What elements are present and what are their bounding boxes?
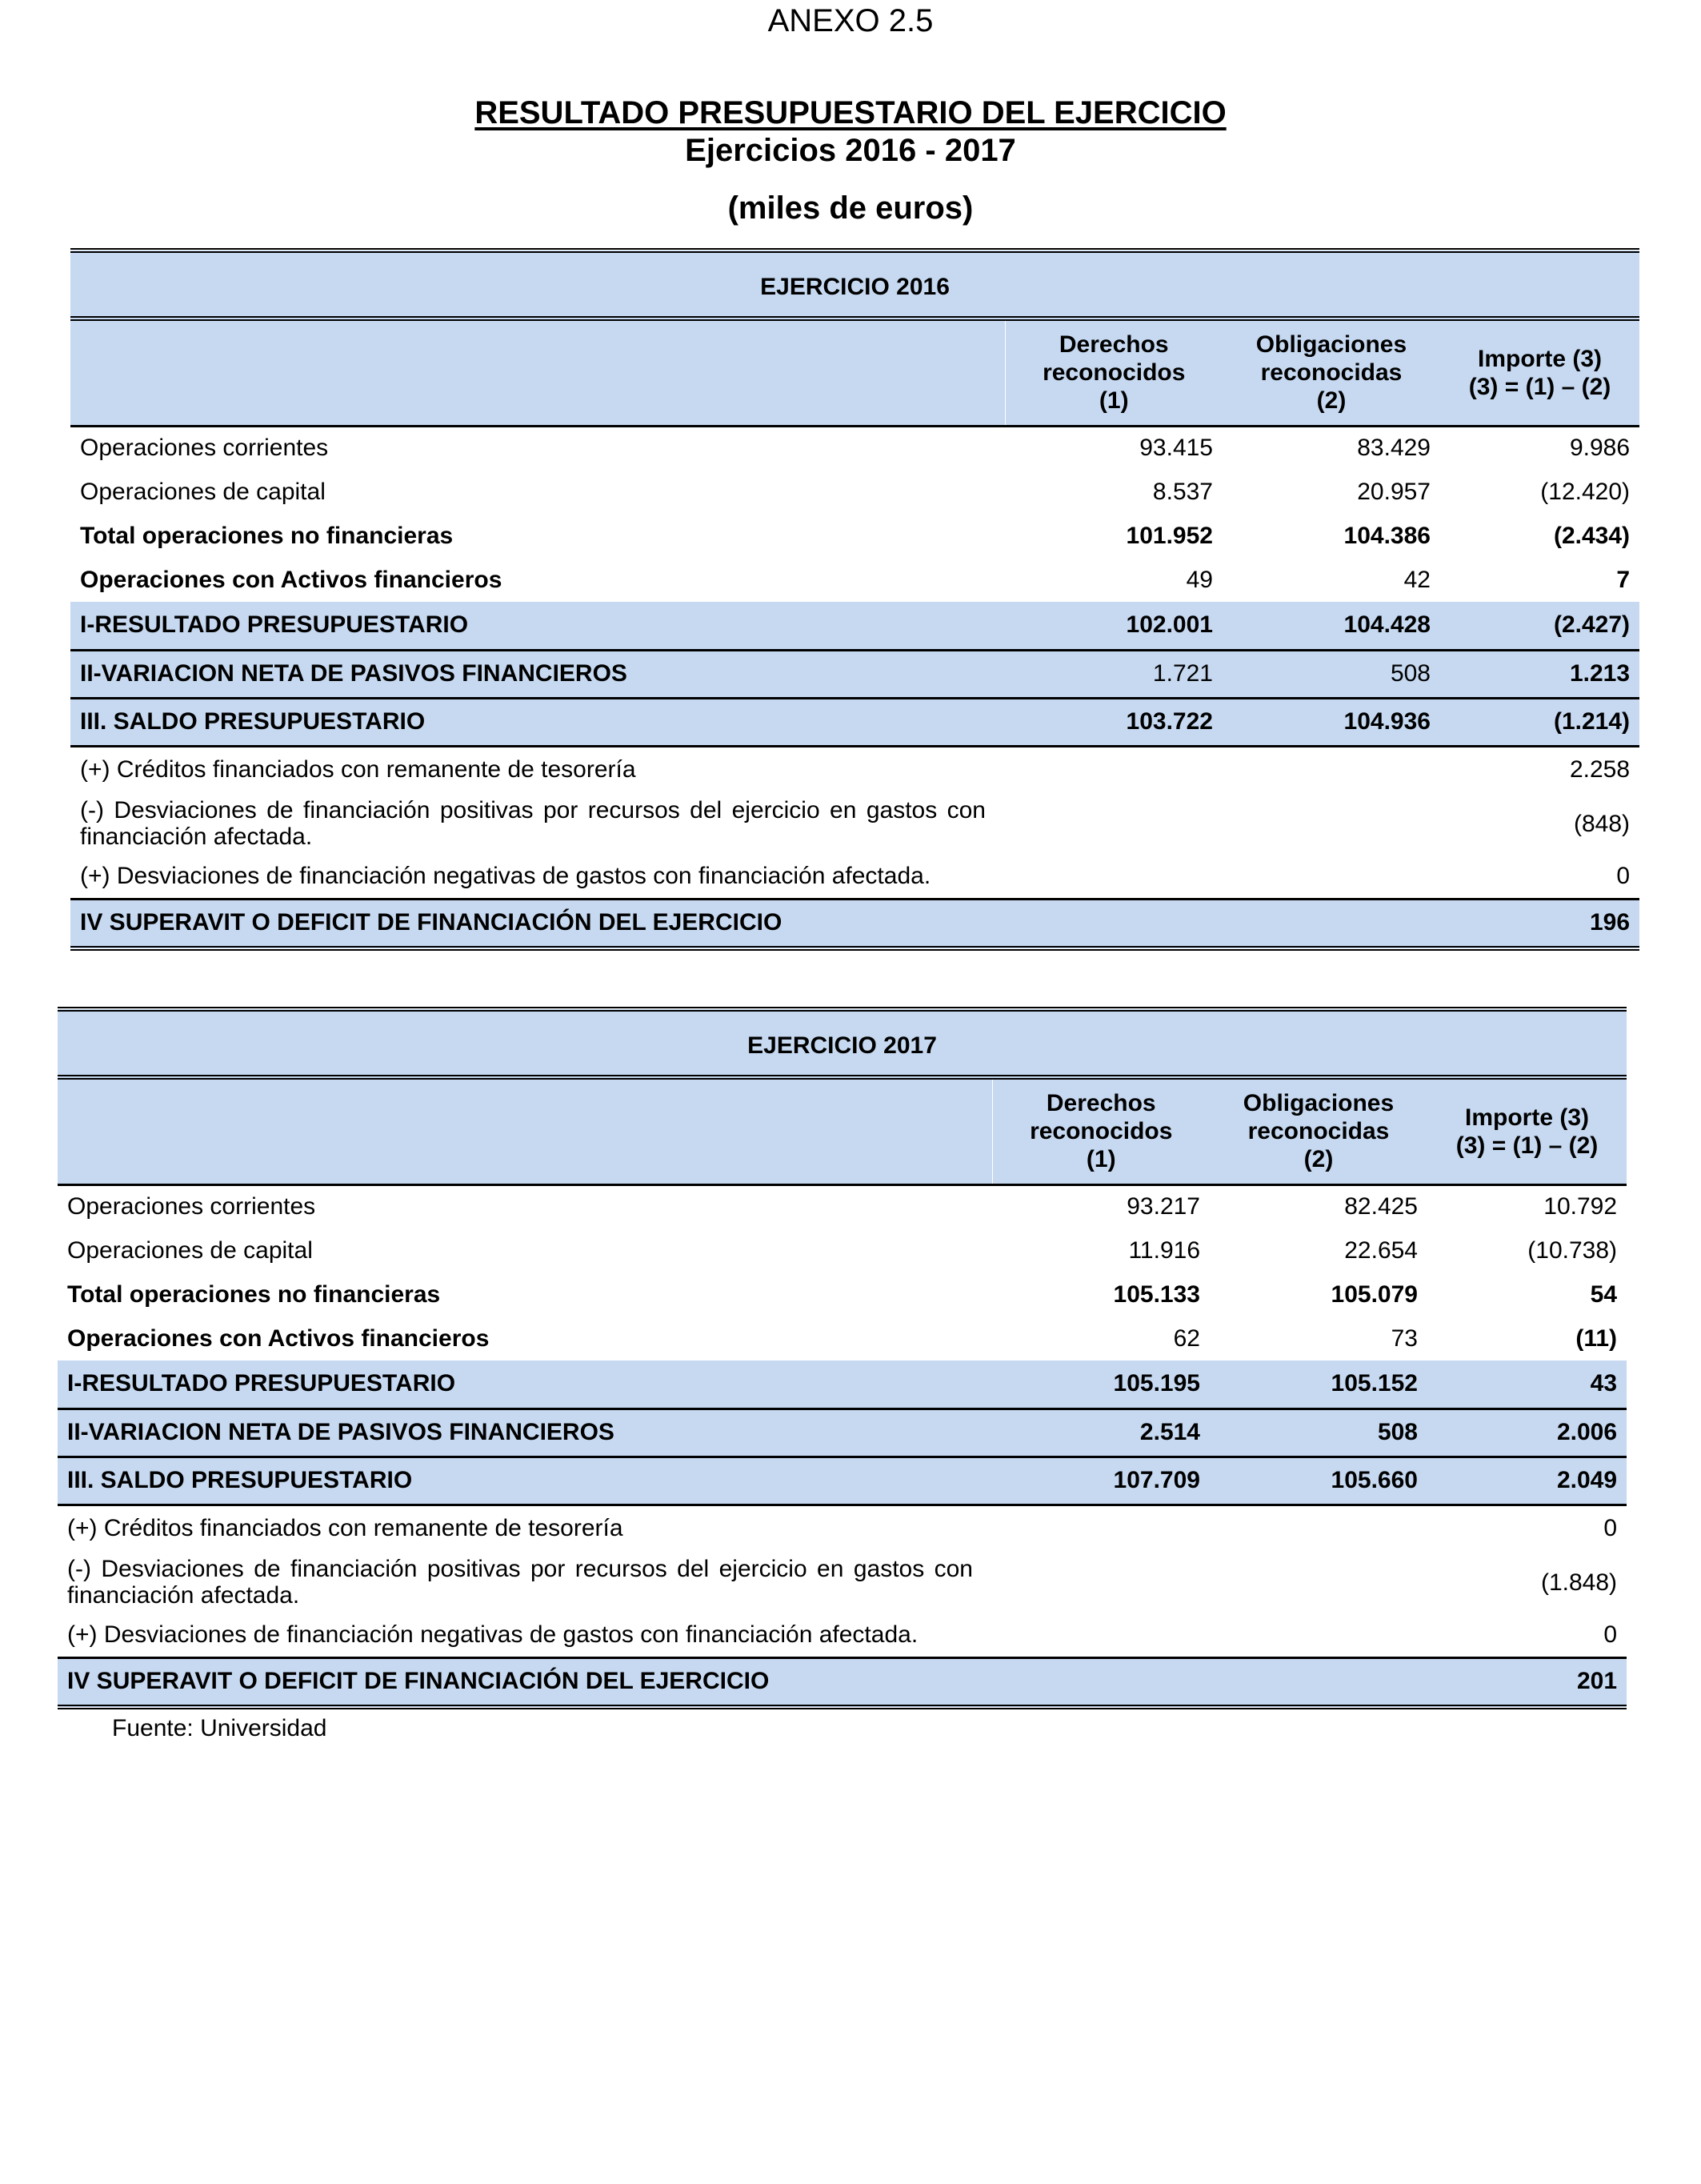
cell-obligaciones: 104.428 <box>1223 602 1440 650</box>
cell-obligaciones: 508 <box>1223 650 1440 698</box>
column-header-concept <box>70 319 1005 426</box>
header-line: (2) <box>1316 387 1347 415</box>
column-header-row <box>58 1077 1627 1184</box>
row-label: I-RESULTADO PRESUPUESTARIO <box>58 1360 992 1409</box>
cell-obligaciones: 73 <box>1391 1324 1418 1352</box>
cell-obligaciones: 105.152 <box>1210 1360 1427 1409</box>
cell-importe: (2.427) <box>1440 602 1639 650</box>
cell-derechos: 101.952 <box>1126 522 1213 549</box>
table-row-superavit <box>58 1657 1627 1707</box>
cell-empty <box>1223 855 1440 899</box>
cell-derechos: 105.133 <box>1113 1280 1200 1308</box>
cell-importe: 10.792 <box>1543 1193 1618 1220</box>
table-row-pasivos <box>70 650 1639 698</box>
table-row <box>70 855 1639 899</box>
table-row-pasivos <box>58 1409 1627 1457</box>
year-label: EJERCICIO 2017 <box>58 1009 1627 1077</box>
cell-importe: 201 <box>1427 1657 1627 1707</box>
cell-empty <box>1210 1613 1427 1657</box>
header-line: reconocidas <box>1247 1118 1390 1145</box>
table-row <box>70 514 1639 558</box>
cell-empty <box>992 1551 1210 1613</box>
cell-obligaciones: 83.429 <box>1357 435 1431 462</box>
table-row-resultado <box>70 602 1639 650</box>
column-header-obligaciones <box>1210 1077 1427 1184</box>
table-2017 <box>58 1007 1627 1709</box>
column-header-concept <box>58 1077 992 1184</box>
cell-empty <box>992 1505 1210 1551</box>
cell-derechos: 103.722 <box>1005 698 1223 746</box>
cell-importe: 0 <box>1603 1621 1618 1648</box>
cell-obligaciones: 82.425 <box>1344 1193 1418 1220</box>
header-line: Importe (3) <box>1465 1104 1590 1131</box>
cell-importe: 2.006 <box>1427 1409 1627 1457</box>
row-label: IV SUPERAVIT O DEFICIT DE FINANCIACIÓN DEL EJERCICIO <box>70 899 1005 948</box>
cell-derechos: 102.001 <box>1005 602 1223 650</box>
header-line: (3) = (1) – (2) <box>1455 1132 1599 1159</box>
cell-obligaciones: 105.079 <box>1331 1280 1418 1308</box>
page-title <box>0 92 1701 134</box>
row-label: II-VARIACION NETA DE PASIVOS FINANCIEROS <box>70 650 1005 698</box>
table-row-saldo <box>58 1457 1627 1505</box>
cell-obligaciones: 104.936 <box>1223 698 1440 746</box>
header-line: Obligaciones <box>1255 331 1407 359</box>
cell-importe: (1.214) <box>1440 698 1639 746</box>
header-line: (1) <box>1086 1146 1116 1173</box>
cell-empty <box>992 1613 1210 1657</box>
table-row-saldo <box>70 698 1639 746</box>
column-header-importe <box>1427 1077 1627 1184</box>
row-label: (+) Créditos financiados con remanente de tesorería <box>80 755 636 783</box>
year-label: EJERCICIO 2016 <box>70 250 1639 319</box>
row-label: Operaciones corrientes <box>67 1193 316 1220</box>
header-line: reconocidos <box>1030 1118 1173 1145</box>
cell-empty <box>1210 1657 1427 1707</box>
cell-derechos: 93.217 <box>1127 1193 1200 1220</box>
table-row <box>58 1228 1627 1272</box>
row-label: III. SALDO PRESUPUESTARIO <box>70 698 1005 746</box>
header-line: Derechos <box>1059 331 1169 359</box>
cell-importe: 54 <box>1590 1280 1618 1308</box>
header-line: reconocidos <box>1043 359 1186 387</box>
header-line: Derechos <box>1046 1090 1156 1117</box>
table-row <box>70 470 1639 514</box>
table-row <box>70 426 1639 470</box>
table-row <box>58 1272 1627 1316</box>
year-header-row <box>70 250 1639 319</box>
table-row-superavit <box>70 899 1639 948</box>
column-header-obligaciones <box>1223 319 1440 426</box>
cell-empty <box>1005 792 1223 855</box>
cell-empty <box>1223 746 1440 792</box>
cell-importe: (10.738) <box>1527 1236 1618 1264</box>
annex-label: ANEXO 2.5 <box>767 3 934 38</box>
table-row-resultado <box>58 1360 1627 1409</box>
column-header-row <box>70 319 1639 426</box>
cell-importe: (12.420) <box>1540 478 1631 505</box>
budget-table-2016 <box>70 248 1639 951</box>
cell-empty <box>1210 1551 1427 1613</box>
cell-derechos: 1.721 <box>1005 650 1223 698</box>
table-row <box>70 746 1639 792</box>
cell-importe: (848) <box>1573 810 1631 837</box>
cell-derechos: 49 <box>1186 566 1213 593</box>
cell-importe: 196 <box>1440 899 1639 948</box>
cell-importe: 2.258 <box>1569 755 1631 783</box>
row-label: Operaciones con Activos financieros <box>80 566 502 593</box>
cell-obligaciones: 22.654 <box>1344 1236 1418 1264</box>
budget-table-2017 <box>58 1007 1627 1709</box>
page-subtitle: Ejercicios 2016 - 2017 <box>685 133 1016 168</box>
row-label: Operaciones de capital <box>80 478 326 505</box>
table-row <box>58 1613 1627 1657</box>
row-label: Operaciones de capital <box>67 1236 313 1264</box>
table-row <box>58 1551 1627 1613</box>
column-header-importe <box>1440 319 1639 426</box>
cell-importe: (1.848) <box>1540 1569 1618 1596</box>
row-label: (+) Desviaciones de financiación negativas de gastos con financiación afectada. <box>80 862 931 889</box>
cell-empty <box>1223 899 1440 948</box>
cell-obligaciones: 105.660 <box>1210 1457 1427 1505</box>
cell-obligaciones: 104.386 <box>1343 522 1431 549</box>
row-label: Operaciones con Activos financieros <box>67 1324 490 1352</box>
row-label: IV SUPERAVIT O DEFICIT DE FINANCIACIÓN DEL EJERCICIO <box>58 1657 992 1707</box>
row-label: I-RESULTADO PRESUPUESTARIO <box>70 602 1005 650</box>
page-title-text: RESULTADO PRESUPUESTARIO DEL EJERCICIO <box>474 95 1227 130</box>
cell-empty <box>992 1657 1210 1707</box>
cell-derechos: 11.916 <box>1128 1236 1200 1264</box>
source-note: Fuente: Universidad <box>112 1715 327 1741</box>
cell-importe: 43 <box>1427 1360 1627 1409</box>
cell-derechos: 107.709 <box>992 1457 1210 1505</box>
cell-empty <box>1005 746 1223 792</box>
row-label: III. SALDO PRESUPUESTARIO <box>58 1457 992 1505</box>
cell-derechos: 93.415 <box>1139 435 1213 462</box>
cell-empty <box>1210 1505 1427 1551</box>
row-label: (+) Desviaciones de financiación negativas de gastos con financiación afectada. <box>67 1621 919 1648</box>
table-row <box>58 1316 1627 1360</box>
cell-derechos: 105.195 <box>992 1360 1210 1409</box>
cell-obligaciones: 508 <box>1210 1409 1427 1457</box>
cell-derechos: 62 <box>1173 1324 1200 1352</box>
header-line: (1) <box>1099 387 1129 415</box>
cell-importe: 9.986 <box>1569 435 1631 462</box>
cell-importe: 0 <box>1616 862 1631 889</box>
cell-obligaciones: 42 <box>1403 566 1431 593</box>
cell-importe: 2.049 <box>1427 1457 1627 1505</box>
cell-empty <box>1005 899 1223 948</box>
column-header-derechos <box>1005 319 1223 426</box>
row-label: (+) Créditos financiados con remanente de tesorería <box>67 1514 623 1541</box>
row-label: Total operaciones no financieras <box>67 1280 441 1308</box>
units-label: (miles de euros) <box>727 190 974 226</box>
header-line: (2) <box>1303 1146 1334 1173</box>
table-2016 <box>70 248 1639 951</box>
row-label: (-) Desviaciones de financiación positivas por recursos del ejercicio en gastos con financiación afectada. <box>80 797 986 850</box>
year-header-row <box>58 1009 1627 1077</box>
header-line: Importe (3) <box>1478 345 1603 372</box>
row-label: Operaciones corrientes <box>80 435 329 462</box>
cell-empty <box>1005 855 1223 899</box>
header-line: Obligaciones <box>1243 1090 1395 1117</box>
row-label: (-) Desviaciones de financiación positivas por recursos del ejercicio en gastos con financiación afectada. <box>67 1556 973 1609</box>
table-row <box>58 1184 1627 1228</box>
cell-importe: 7 <box>1616 566 1631 593</box>
header-line: reconocidas <box>1260 359 1403 387</box>
cell-importe: (2.434) <box>1553 522 1631 549</box>
row-label: II-VARIACION NETA DE PASIVOS FINANCIEROS <box>58 1409 992 1457</box>
table-row <box>70 792 1639 855</box>
cell-derechos: 2.514 <box>992 1409 1210 1457</box>
row-label: Total operaciones no financieras <box>80 522 454 549</box>
cell-obligaciones: 20.957 <box>1357 478 1431 505</box>
cell-importe: 0 <box>1603 1514 1618 1541</box>
table-row <box>70 558 1639 602</box>
cell-empty <box>1223 792 1440 855</box>
cell-importe: (11) <box>1575 1324 1618 1352</box>
table-row <box>58 1505 1627 1551</box>
cell-importe: 1.213 <box>1440 650 1639 698</box>
cell-derechos: 8.537 <box>1152 478 1213 505</box>
column-header-derechos <box>992 1077 1210 1184</box>
header-line: (3) = (1) – (2) <box>1468 373 1611 400</box>
